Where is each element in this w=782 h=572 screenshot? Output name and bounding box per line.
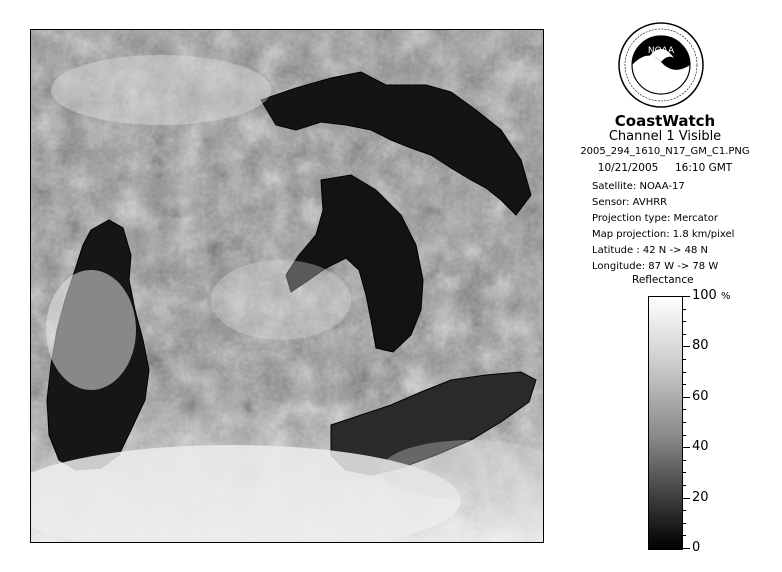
- colorbar-minor-tick: [682, 409, 686, 410]
- colorbar-minor-tick: [682, 359, 686, 360]
- satellite-info: Satellite: NOAA-17: [592, 181, 685, 192]
- colorbar-minor-tick: [682, 384, 686, 385]
- noaa-logo: [618, 22, 704, 108]
- colorbar-minor-tick: [682, 485, 686, 486]
- colorbar-minor-tick: [682, 397, 690, 398]
- colorbar-tick-label: 20: [692, 489, 709, 505]
- colorbar-minor-tick: [682, 523, 686, 524]
- legend-title: Reflectance: [632, 274, 694, 286]
- latitude-info: Latitude : 42 N -> 48 N: [592, 245, 708, 256]
- colorbar-tick-label: 100: [692, 288, 717, 303]
- reflectance-colorbar: [648, 296, 683, 550]
- colorbar-minor-tick: [682, 321, 686, 322]
- colorbar-minor-tick: [682, 422, 686, 423]
- legend-unit: %: [721, 291, 731, 302]
- colorbar-minor-tick: [682, 472, 686, 473]
- colorbar-minor-tick: [682, 309, 686, 310]
- acquisition-datetime: 10/21/2005 16:10 GMT: [597, 162, 733, 174]
- colorbar-tick-label: 0: [692, 540, 701, 555]
- colorbar-minor-tick: [682, 510, 686, 511]
- product-title: CoastWatch: [614, 112, 716, 130]
- colorbar-minor-tick: [682, 460, 686, 461]
- colorbar-minor-tick: [682, 548, 690, 549]
- channel-label: Channel 1 Visible: [608, 129, 722, 144]
- colorbar-tick-label: 80: [692, 338, 709, 354]
- colorbar-minor-tick: [682, 435, 686, 436]
- colorbar-tick-label: 40: [692, 439, 709, 455]
- colorbar-minor-tick: [682, 334, 686, 335]
- colorbar-minor-tick: [682, 447, 690, 448]
- map-projection-info: Map projection: 1.8 km/pixel: [592, 229, 735, 240]
- colorbar-ticks: [682, 296, 712, 550]
- colorbar-minor-tick: [682, 498, 690, 499]
- logo-text: NOAA: [647, 46, 675, 56]
- colorbar-minor-tick: [682, 535, 686, 536]
- sensor-info: Sensor: AVHRR: [592, 197, 668, 208]
- projection-type-info: Projection type: Mercator: [592, 213, 718, 224]
- satellite-map: [30, 29, 544, 543]
- image-filename: 2005_294_1610_N17_GM_C1.PNG: [580, 146, 750, 157]
- colorbar-minor-tick: [682, 346, 690, 347]
- colorbar-tick-label: 60: [692, 388, 709, 404]
- colorbar-minor-tick: [682, 296, 690, 297]
- colorbar-minor-tick: [682, 372, 686, 373]
- longitude-info: Longitude: 87 W -> 78 W: [592, 261, 719, 272]
